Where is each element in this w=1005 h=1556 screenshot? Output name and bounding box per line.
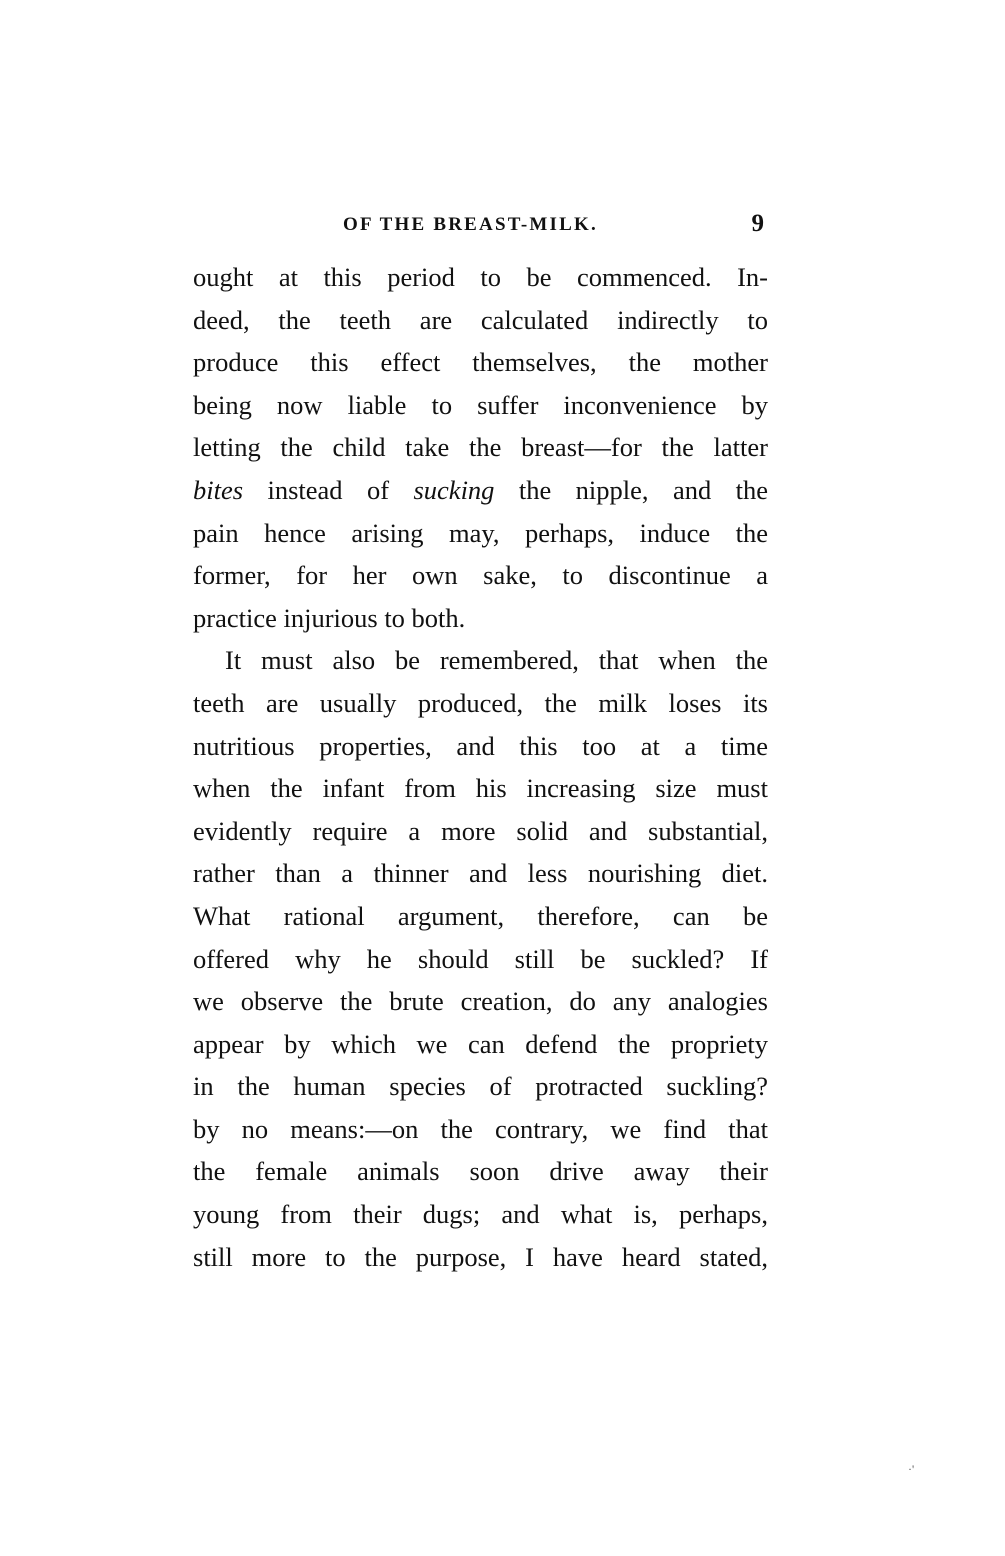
running-header bbox=[193, 210, 768, 250]
body-text bbox=[193, 256, 768, 1278]
paragraph-1 bbox=[193, 256, 768, 639]
text-line: evidently require a more solid and substantial, bbox=[193, 815, 768, 846]
text-line: ought at this period to be commenced. In- bbox=[193, 262, 768, 292]
text-line: pain hence arising may, perhaps, induce the bbox=[193, 517, 768, 548]
text-line: deed, the teeth are calculated indirectly to bbox=[193, 304, 768, 335]
text-line: appear by which we can defend the propriety bbox=[193, 1028, 768, 1059]
text-line: we observe the brute creation, do any analogies bbox=[193, 986, 768, 1017]
text-line: being now liable to suffer inconvenience by bbox=[193, 389, 768, 420]
text-line: teeth are usually produced, the milk loses its bbox=[193, 687, 768, 718]
text-line: by no means:—on the contrary, we find that bbox=[193, 1113, 768, 1144]
paragraph-2 bbox=[193, 639, 768, 1278]
text-line: young from their dugs; and what is, perhaps, bbox=[193, 1199, 768, 1230]
text-segment: instead of bbox=[243, 474, 414, 505]
text-line: What rational argument, therefore, can be bbox=[193, 900, 768, 931]
text-line: when the infant from his increasing size must bbox=[193, 773, 768, 804]
italic-word-sucking: sucking bbox=[413, 474, 495, 505]
text-line: still more to the purpose, I have heard stated, bbox=[193, 1241, 768, 1272]
text-line bbox=[193, 469, 768, 512]
scan-speck: ·' bbox=[908, 1462, 915, 1476]
text-line: the female animals soon drive away their bbox=[193, 1156, 768, 1187]
text-line: practice injurious to both. bbox=[193, 602, 466, 633]
text-line: It must also be remembered, that when the bbox=[225, 645, 768, 676]
italic-word-bites: bites bbox=[193, 474, 244, 505]
text-line: rather than a thinner and less nourishing diet. bbox=[193, 858, 768, 889]
text-line: nutritious properties, and this too at a time bbox=[193, 730, 768, 761]
page-number: 9 bbox=[751, 210, 764, 237]
text-line: produce this effect themselves, the mother bbox=[193, 347, 768, 378]
running-header-title: OF THE BREAST-MILK. bbox=[343, 214, 598, 235]
text-line: former, for her own sake, to discontinue a bbox=[193, 560, 768, 591]
text-line: offered why he should still be suckled? If bbox=[193, 943, 768, 974]
text-segment: the nipple, and the bbox=[494, 474, 769, 505]
text-line: letting the child take the breast—for the latter bbox=[193, 432, 768, 463]
text-line: in the human species of protracted suckling? bbox=[193, 1071, 768, 1102]
